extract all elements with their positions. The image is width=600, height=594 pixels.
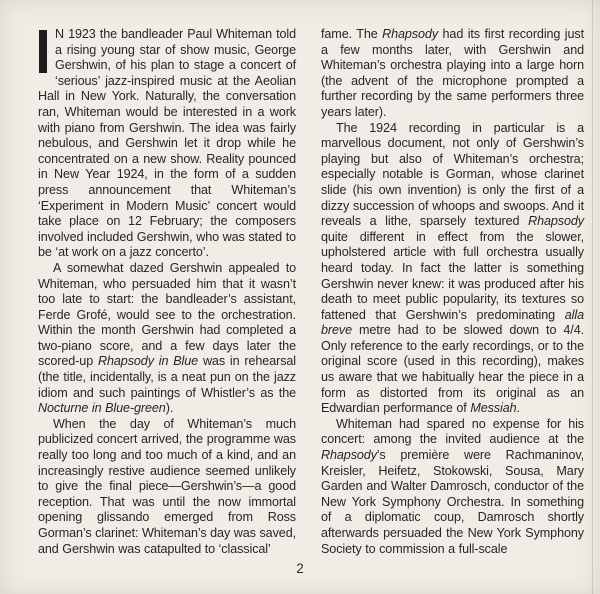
dropcap-initial [39, 30, 47, 73]
text-run: The 1924 recording in particular is a marvellous document, not only of Gershwin’s playing but also of Whiteman’s orchestra; especially notable is Gorman, whose clarinet slide (his own invention) is only the first of a dizzy succession of whoops and swoops. And it reveals a lithe, sparsely textured [321, 120, 584, 229]
text-run: Rhapsody [382, 27, 439, 41]
paragraph [38, 27, 296, 261]
text-run: ). [165, 401, 174, 416]
text-run: Rhapsody [528, 214, 584, 229]
text-run: N 1923 the bandleader Paul Whiteman told a rising young star of show music, George Gershwin, of his plan to stage a concert of ‘serious’ jazz-inspired music at the Aeolian Hall in New York. Naturally, the conversation ran, Whiteman would be interested in a work with piano from Gershwin. The idea was fairly nebulous, and Gershwin let it drop while he concentrated on a new show. Reality pounced in New Year 1924, in the form of a sudden press announcement that Whiteman’s ‘Experiment in Modern Music’ concert would take place on 12 February; the composers involved included Gershwin, who was stated to be ‘at work on a jazz concerto’. [38, 27, 296, 260]
right-column [321, 27, 584, 557]
text-run: When the day of Whiteman’s much publicized concert arrived, the programme was really too long and too much of a kind, and an increasingly restive audience seemed unlikely to give the final piece—Gershwin’s—a good reception. That was until the now immortal opening glissando emerged from Ross Gorman’s clarinet: Whiteman’s day was saved, and Gershwin was catapulted to ‘classical’ [38, 416, 296, 556]
text-run: metre had to be slowed down to 4/4. Only reference to the early recordings, or to the original score (used in this recording), makes us aware that we habitually hear the piece in a form as distorted from its original as an Edwardian performance of [321, 323, 584, 416]
paragraph [321, 121, 584, 417]
text-run: had its first recording just a few months later, with Gershwin and Whiteman’s orchestra playing into a large horn (the advent of the microphone prompted a further recording by the same performers three years later). [321, 27, 584, 119]
text-run: Whiteman had spared no expense for his concert: among the invited audience at the [321, 416, 584, 447]
paragraph [38, 261, 296, 417]
paragraph [38, 417, 296, 557]
text-run: was in rehearsal (the title, incidentally, is a neat pun on the jazz idiom and such paintings of Whistler’s as the [38, 354, 296, 400]
text-run: Nocturne in Blue-green [38, 401, 166, 416]
page-number: 2 [296, 561, 304, 576]
text-run: A somewhat dazed Gershwin appealed to Whiteman, who persuaded him that it wasn’t too late to start: the bandleader’s assistant, Ferde Grofé, would see to the orchestration. Within the month Gershwin had completed a two-piano score, and a few days later the scored-up [38, 260, 296, 369]
text-run: quite different in effect from the slower, upholstered article with full orchestra usually heard today. In fact the latter is something Gershwin never knew: it was produced after his death to meet public popularity, its textures so fattened that Gershwin’s predominating [321, 229, 584, 322]
text-run: fame. The [321, 27, 383, 41]
text-run: ’s première were Rachmaninov, Kreisler, Heifetz, Stokowski, Sousa, Mary Garden and Walter Damrosch, conductor of the New York Symphony Orchestra. In something of a diplomatic coup, Damrosch shortly afterwards persuaded the New York Symphony Society to commission a full-scale [321, 448, 584, 556]
text-run: Rhapsody [321, 448, 377, 463]
text-run: Rhapsody in Blue [97, 354, 199, 369]
paragraph [321, 417, 584, 557]
text-run: alla breve [321, 307, 584, 338]
scan-edge-line [592, 0, 593, 594]
paragraph [321, 27, 584, 121]
left-column [38, 27, 296, 557]
text-run: Messiah [470, 401, 517, 416]
text-run: . [516, 401, 520, 416]
